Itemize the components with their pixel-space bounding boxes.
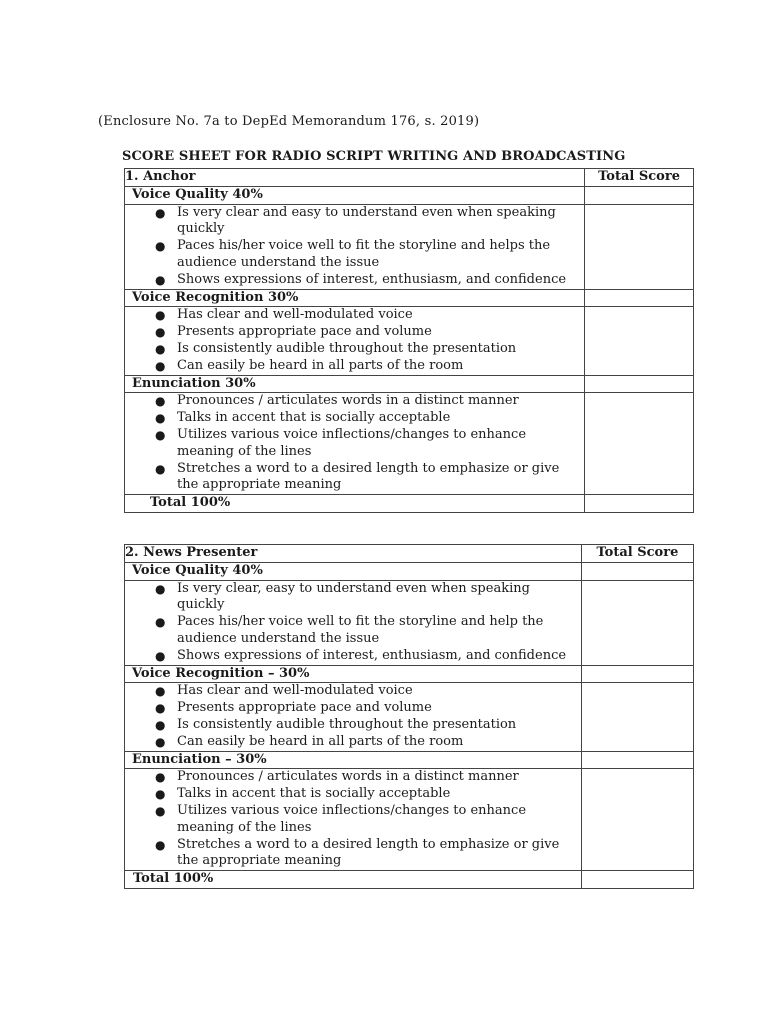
bullet-icon: ●	[155, 205, 166, 220]
criterion-items-row	[125, 580, 694, 665]
criterion-label: Enunciation – 30%	[125, 751, 582, 769]
list-item: ● Stretches a word to a desired length to emphasize or give the appropriate meaning	[155, 836, 560, 869]
list-item: ● Is very clear, easy to understand even when speaking quickly	[155, 580, 530, 613]
score-sheet-title: SCORE SHEET FOR RADIO SCRIPT WRITING AND BROADCASTING	[122, 149, 626, 164]
list-item: ● Has clear and well-modulated voice	[155, 683, 413, 699]
criterion-items-row	[125, 307, 694, 375]
list-item: ● Can easily be heard in all parts of the room	[155, 733, 464, 749]
score-cell	[585, 289, 694, 307]
total-label: Total 100%	[125, 871, 582, 889]
list-item: ● Paces his/her voice well to fit the storyline and helps the audience understand the issue	[155, 238, 551, 270]
list-item: ● Is consistently audible throughout the presentation	[155, 716, 517, 732]
bullet-icon: ●	[155, 615, 166, 630]
score-cell	[585, 186, 694, 204]
total-label: Total 100%	[125, 495, 585, 513]
list-item: ● Talks in accent that is socially acceptable	[155, 410, 451, 426]
list-item: ● Talks in accent that is socially acceptable	[155, 786, 451, 802]
score-cell	[581, 683, 693, 751]
criterion-row	[125, 665, 694, 683]
table-header-row	[125, 545, 694, 563]
bullet-icon: ●	[155, 787, 166, 802]
criterion-bullet-list	[125, 683, 581, 750]
criterion-label: Voice Recognition 30%	[125, 289, 585, 307]
bullet-icon: ●	[155, 394, 166, 409]
criterion-row	[125, 186, 694, 204]
criterion-items-row	[125, 393, 694, 495]
bullet-icon: ●	[155, 684, 166, 699]
score-cell	[581, 665, 693, 683]
criterion-items-row	[125, 769, 694, 871]
score-cell	[581, 580, 693, 665]
list-item: ● Is consistently audible throughout the presentation	[155, 340, 517, 356]
list-item: ● Presents appropriate pace and volume	[155, 324, 432, 340]
list-item: ● Shows expressions of interest, enthusiasm, and confidence	[155, 647, 567, 663]
bullet-icon: ●	[155, 701, 166, 716]
section-heading: 2. News Presenter	[125, 545, 582, 563]
criterion-label: Enunciation 30%	[125, 375, 585, 393]
total-score-cell	[581, 871, 693, 889]
bullet-icon: ●	[155, 411, 166, 426]
score-cell	[581, 562, 693, 580]
bullet-icon: ●	[155, 272, 166, 287]
table-header-row	[125, 169, 694, 187]
anchor-score-table	[124, 168, 694, 513]
total-score-header: Total Score	[581, 545, 693, 563]
criterion-row	[125, 375, 694, 393]
list-item: ● Paces his/her voice well to fit the storyline and help the audience understand the issue	[155, 614, 544, 646]
criterion-items-row	[125, 204, 694, 289]
criterion-row	[125, 289, 694, 307]
list-item: ● Can easily be heard in all parts of the room	[155, 357, 464, 373]
bullet-icon: ●	[155, 717, 166, 732]
list-item: ● Has clear and well-modulated voice	[155, 307, 413, 323]
criterion-bullet-list	[125, 205, 584, 289]
criterion-bullet-list	[125, 581, 581, 665]
criterion-row	[125, 751, 694, 769]
list-item: ● Utilizes various voice inflections/changes to enhance meaning of the lines	[155, 426, 527, 459]
score-cell	[585, 375, 694, 393]
news-presenter-score-table	[124, 544, 694, 889]
list-item: ● Presents appropriate pace and volume	[155, 700, 432, 716]
score-cell	[585, 204, 694, 289]
list-item: ● Utilizes various voice inflections/changes to enhance meaning of the lines	[155, 802, 527, 835]
bullet-icon: ●	[155, 427, 166, 442]
list-item: ● Is very clear and easy to understand even when speaking quickly	[155, 204, 556, 237]
bullet-icon: ●	[155, 770, 166, 785]
bullet-icon: ●	[155, 648, 166, 663]
bullet-icon: ●	[155, 358, 166, 373]
score-cell	[585, 393, 694, 495]
bullet-icon: ●	[155, 734, 166, 749]
criterion-bullet-list	[125, 393, 584, 494]
list-item: ● Pronounces / articulates words in a distinct manner	[155, 393, 519, 409]
bullet-icon: ●	[155, 239, 166, 254]
criterion-bullet-list	[125, 307, 584, 374]
enclosure-note: (Enclosure No. 7a to DepEd Memorandum 176, s. 2019)	[98, 114, 480, 129]
criterion-label: Voice Quality 40%	[125, 186, 585, 204]
section-heading: 1. Anchor	[125, 169, 585, 187]
list-item: ● Pronounces / articulates words in a distinct manner	[155, 769, 519, 785]
list-item: ● Shows expressions of interest, enthusiasm, and confidence	[155, 271, 567, 287]
bullet-icon: ●	[155, 803, 166, 818]
total-row	[125, 871, 694, 889]
criterion-row	[125, 562, 694, 580]
bullet-icon: ●	[155, 341, 166, 356]
score-cell	[585, 307, 694, 375]
criterion-bullet-list	[125, 769, 581, 870]
score-cell	[581, 751, 693, 769]
bullet-icon: ●	[155, 837, 166, 852]
bullet-icon: ●	[155, 581, 166, 596]
bullet-icon: ●	[155, 308, 166, 323]
criterion-items-row	[125, 683, 694, 751]
bullet-icon: ●	[155, 461, 166, 476]
total-score-header: Total Score	[585, 169, 694, 187]
bullet-icon: ●	[155, 325, 166, 340]
total-score-cell	[585, 495, 694, 513]
criterion-label: Voice Recognition – 30%	[125, 665, 582, 683]
list-item: ● Stretches a word to a desired length to emphasize or give the appropriate meaning	[155, 460, 560, 493]
total-row	[125, 495, 694, 513]
score-cell	[581, 769, 693, 871]
criterion-label: Voice Quality 40%	[125, 562, 582, 580]
